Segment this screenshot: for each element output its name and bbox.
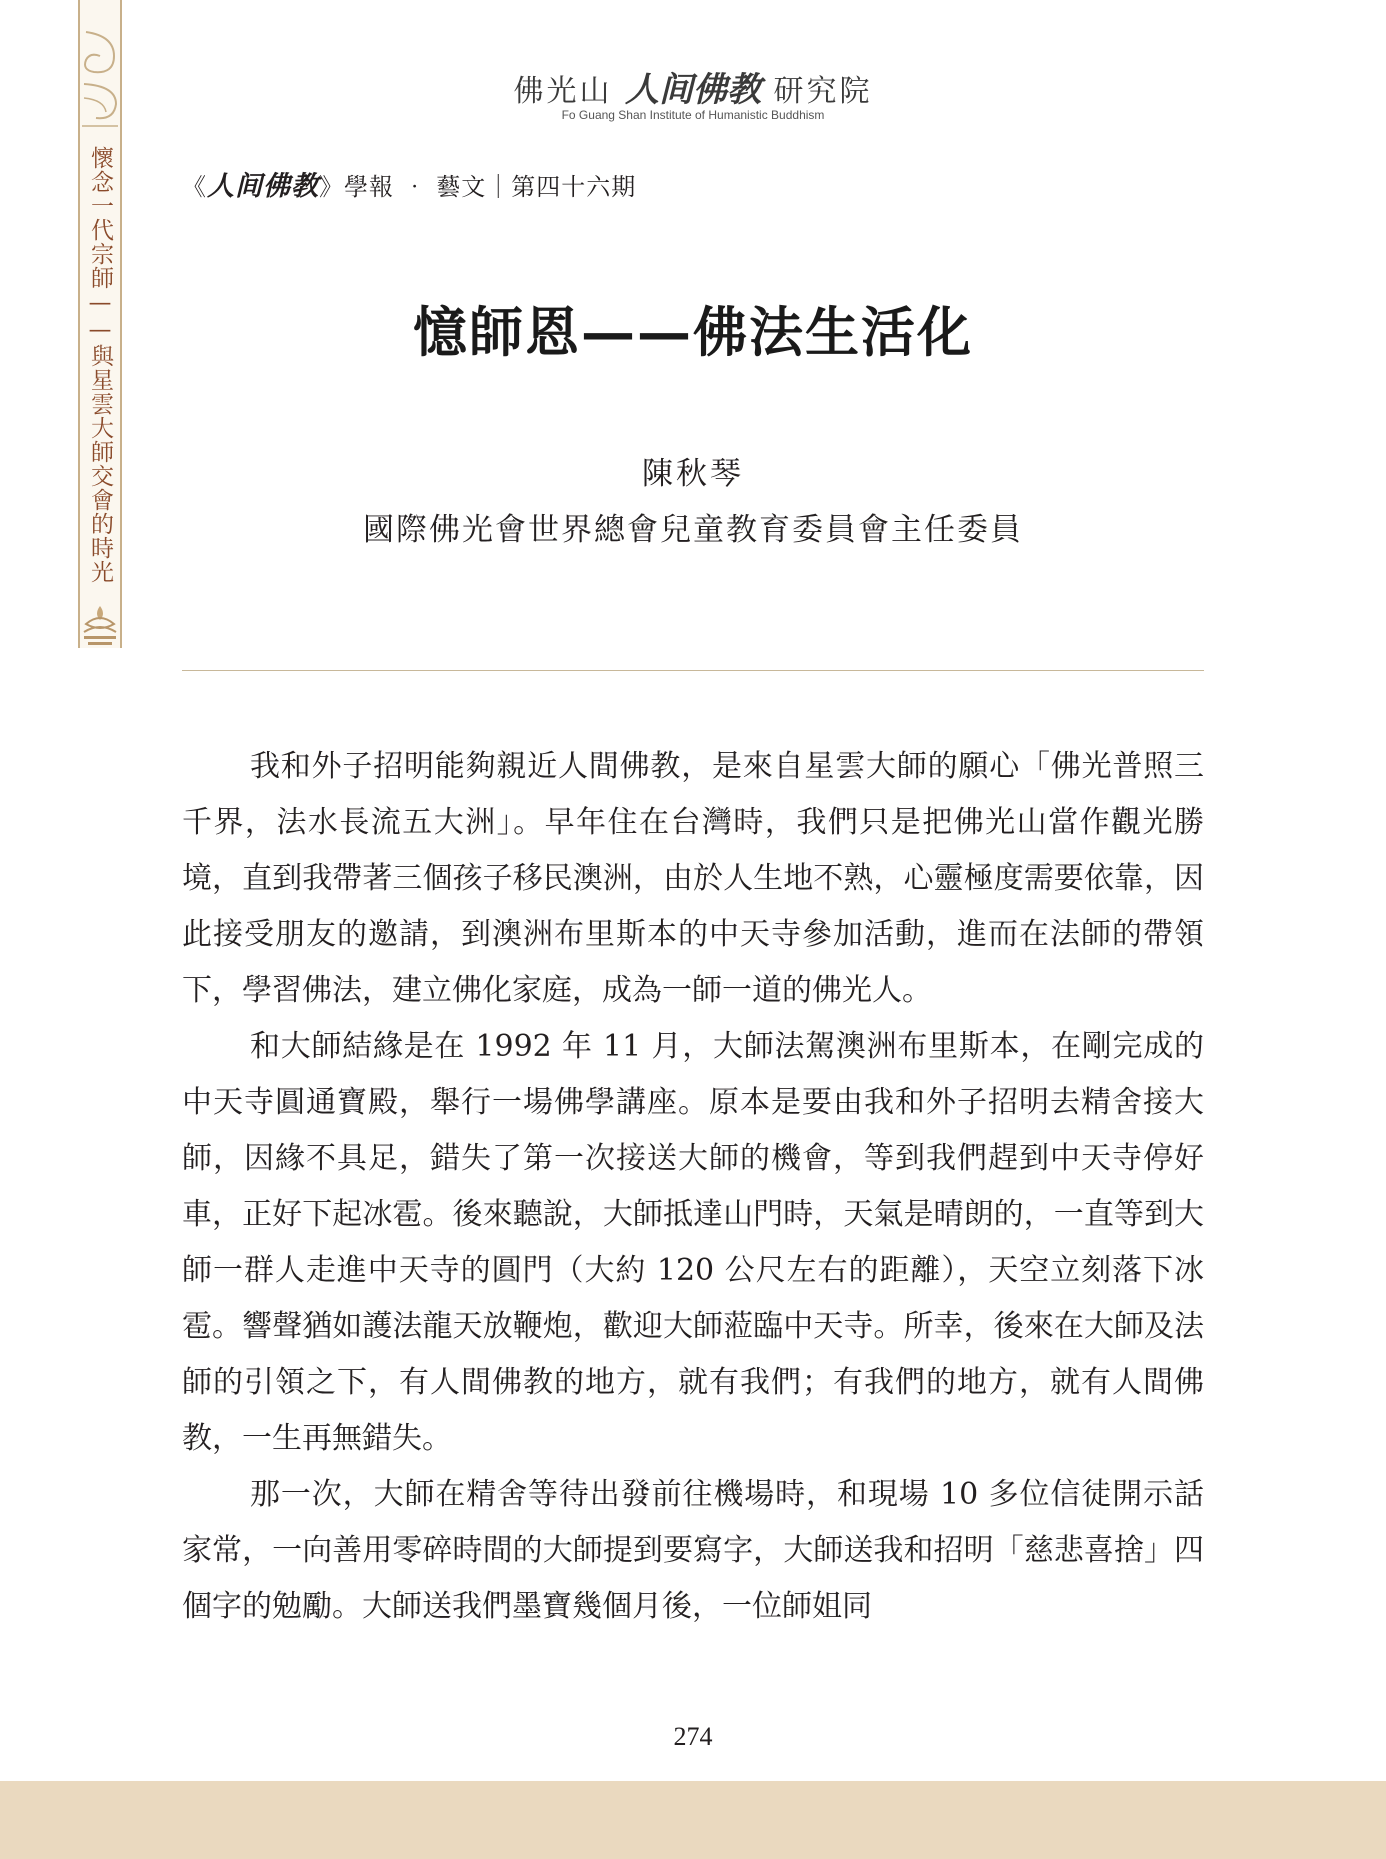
journal-script: 人间佛教	[207, 171, 319, 202]
lotus-ornament-icon	[80, 602, 120, 648]
side-tab-title: 懷念一代宗師——與星雲大師交會的時光	[87, 146, 113, 584]
brand-script: 人间佛教	[625, 70, 761, 110]
paragraph: 和大師結緣是在 1992 年 11 月，大師法駕澳洲布里斯本，在剛完成的中天寺圓通寶殿，舉行一場佛學講座。原本是要由我和外子招明去精舍接大師，因緣不具足，錯失了第一次接送大師的機會，等到我們趕到中天寺停好車，正好下起冰雹。後來聽說，大師抵達山門時，天氣是晴朗的，一直等到大師一群人走進中天寺的圓門（大約 120 公尺左右的距離），天空立刻落下冰雹。響聲猶如護法龍天放鞭炮，歡迎大師蒞臨中天寺。所幸，後來在大師及法師的引領之下，有人間佛教的地方，就有我們；有我們的地方，就有人間佛教，一生再無錯失。	[182, 1029, 1204, 1456]
institute-logo	[0, 62, 1386, 111]
divider	[182, 670, 1204, 671]
author-affiliation: 國際佛光會世界總會兒童教育委員會主任委員	[363, 512, 1023, 548]
journal-issue: 學報 ‧ 藝文｜第四十六期	[344, 173, 637, 201]
journal-close-bracket: 》	[319, 173, 344, 201]
footer-band	[0, 1781, 1386, 1859]
paragraph: 那一次，大師在精舍等待出發前往機場時，和現場 10 多位信徒開示話家常，一向善用零碎時間的大師提到要寫字，大師送我和招明「慈悲喜捨」四個字的勉勵。大師送我們墨寶幾個月後，一位師姐同	[182, 1477, 1204, 1624]
journal-open-bracket: 《	[182, 173, 207, 201]
brand-left: 佛光山	[513, 74, 613, 109]
page-number: 274	[673, 1722, 713, 1751]
brand-right: 研究院	[773, 74, 873, 109]
paragraph: 我和外子招明能夠親近人間佛教，是來自星雲大師的願心「佛光普照三千界，法水長流五大洲」。早年住在台灣時，我們只是把佛光山當作觀光勝境，直到我帶著三個孩子移民澳洲，由於人生地不熟，心靈極度需要依靠，因此接受朋友的邀請，到澳洲布里斯本的中天寺參加活動，進而在法師的帶領下，學習佛法，建立佛化家庭，成為一師一道的佛光人。	[182, 749, 1204, 1008]
article-author: 陳秋琴	[642, 456, 744, 492]
article-title: 憶師恩——佛法生活化	[413, 300, 973, 364]
article-body	[182, 739, 1204, 1635]
institute-english-name: Fo Guang Shan Institute of Humanistic Buddhism	[561, 108, 825, 122]
journal-running-head	[182, 164, 636, 203]
